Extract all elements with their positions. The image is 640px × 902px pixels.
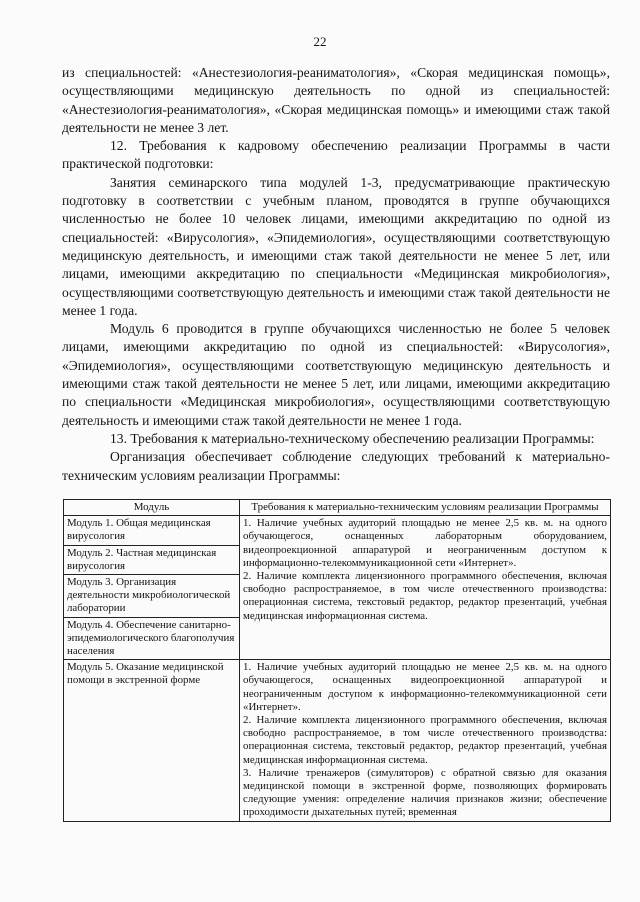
table-row — [64, 516, 611, 545]
page-bottom-edge — [0, 898, 640, 902]
requirement-item: 2. Наличие комплекта лицензионного программного обеспечения, включая свободно распространяемое, в том числе отечественного производства: операционная система, текстовый редактор, редактор презентаций, учебная медицинская информационная система. — [243, 714, 607, 766]
table-row — [64, 660, 611, 821]
requirements-cell — [240, 660, 611, 821]
header-module: Модуль — [64, 500, 240, 516]
header-requirements: Требования к материально-техническим условиям реализации Программы — [240, 500, 611, 516]
module-cell: Модуль 5. Оказание медицинской помощи в экстренной форме — [64, 660, 240, 821]
paragraph: Организация обеспечивает соблюдение следующих требований к материально-техническим условиям реализации Программы: — [62, 449, 610, 483]
requirement-item: 2. Наличие комплекта лицензионного программного обеспечения, включая свободно распространяемое, в том числе отечественного производства: операционная система, текстовый редактор, редактор презентаций, учебная медицинская информационная система. — [243, 570, 607, 622]
document-body — [62, 64, 610, 485]
paragraph: Занятия семинарского типа модулей 1-3, предусматривающие практическую подготовку в соответствии с учебным планом, проводятся в группе обучающихся численностью не более 10 человек лицами, имеющими аккредитацию по одной из специальностей: «Вирусология», «Эпидемиология», осуществляющими соответствующую медицинскую деятельность, и имеющими стаж такой деятельности не менее 5 лет, или лицами, имеющими аккредитацию по специальности «Медицинская микробиология», осуществляющими соответствующую деятельность и имеющими стаж такой деятельности не менее 1 года. — [62, 174, 610, 318]
paragraph: из специальностей: «Анестезиология-реаниматология», «Скорая медицинская помощь», осуществляющими медицинскую деятельность по одной из специальностей: «Анестезиология-реаниматология», «Скорая медицинская помощь» и имеющими стаж такой деятельности не менее 3 лет. — [62, 65, 610, 135]
paragraph-section-13: 13. Требования к материально-техническому обеспечению реализации Программы: — [110, 430, 595, 446]
requirements-table — [63, 499, 611, 822]
table-header-row — [64, 500, 611, 516]
requirement-item: 1. Наличие учебных аудиторий площадью не менее 2,5 кв. м. на одного обучающегося, оснащенных видеопроекционной аппаратурой и неограниченным доступом к информационно-телекоммуникационной сети «Интернет». — [243, 661, 607, 713]
module-cell: Модуль 3. Организация деятельности микробиологической лаборатории — [64, 575, 240, 618]
requirement-item: 3. Наличие тренажеров (симуляторов) с обратной связью для оказания медицинской помощи в экстренной форме, позволяющих формировать следующие умения: определение наличия признаков жизни; обеспечение проходимости дыхательных путей; временная — [243, 766, 607, 819]
module-cell: Модуль 2. Частная медицинская вирусология — [64, 545, 240, 574]
requirements-cell — [240, 516, 611, 660]
module-cell: Модуль 4. Обеспечение санитарно-эпидемиологического благополучия населения — [64, 617, 240, 660]
requirement-item: 1. Наличие учебных аудиторий площадью не менее 2,5 кв. м. на одного обучающегося, оснащенных лабораторным оборудованием, видеопроекционной аппаратурой и неограниченным доступом к информационно-телекоммуникационной сети «Интернет». — [243, 517, 607, 569]
paragraph-section-12: 12. Требования к кадровому обеспечению реализации Программы в части практической подготовки: — [62, 138, 610, 172]
page-number: 22 — [313, 34, 327, 49]
paragraph: Модуль 6 проводится в группе обучающихся численностью не более 5 человек лицами, имеющими аккредитацию по одной из специальностей: «Вирусология», «Эпидемиология», осуществляющими соответствующую медицинскую деятельность и имеющими стаж такой деятельности не менее 5 лет, или лицами, имеющими аккредитацию по специальности «Медицинская микробиология», осуществляющими соответствующую деятельность и имеющими стаж такой деятельности не менее 1 года. — [62, 321, 610, 428]
module-cell: Модуль 1. Общая медицинская вирусология — [64, 516, 240, 545]
